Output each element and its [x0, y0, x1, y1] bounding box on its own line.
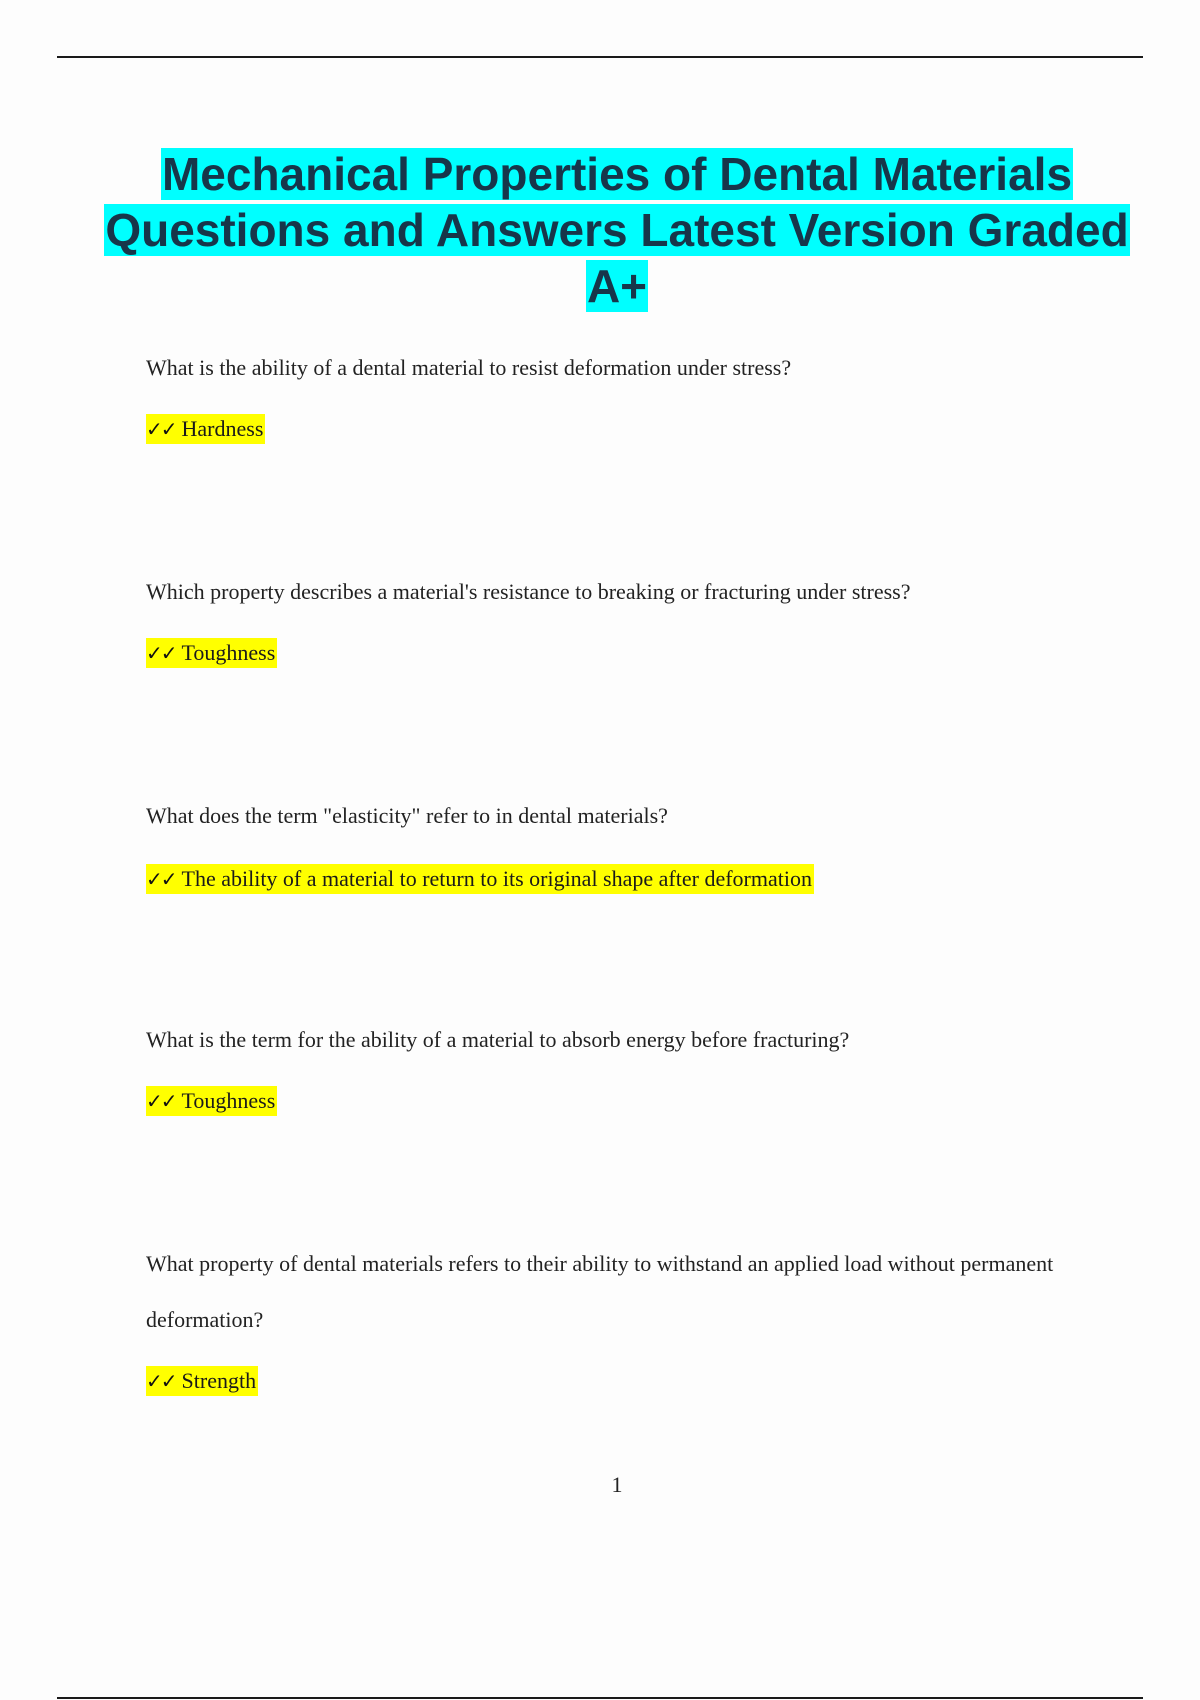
double-check-icon: ✓✓ — [146, 1369, 176, 1393]
document-title-text: Mechanical Properties of Dental Materials Questions and Answers Latest Version Graded A+ — [105, 148, 1129, 312]
qa-item-3 — [146, 788, 1066, 894]
answer-text: Toughness — [181, 640, 276, 665]
qa-item-2 — [146, 564, 1066, 668]
answer-highlight — [146, 414, 265, 444]
question-text: Which property describes a material's resistance to breaking or fracturing under stress? — [146, 579, 911, 604]
double-check-icon: ✓✓ — [146, 417, 176, 441]
answer-text: The ability of a material to return to its original shape after deformation — [181, 866, 812, 891]
answer-highlight — [146, 1366, 258, 1396]
page-number: 1 — [611, 1472, 623, 1497]
answer-text: Strength — [181, 1368, 257, 1393]
double-check-icon: ✓✓ — [146, 867, 176, 891]
answer-text: Toughness — [181, 1088, 276, 1113]
qa-item-4 — [146, 1012, 1066, 1116]
double-check-icon: ✓✓ — [146, 641, 176, 665]
question-text: What does the term "elasticity" refer to in dental materials? — [146, 803, 668, 828]
document-title — [100, 146, 1134, 314]
bottom-rule — [57, 1697, 1143, 1699]
answer-highlight — [146, 864, 814, 894]
question-text: What is the ability of a dental material to resist deformation under stress? — [146, 355, 792, 380]
top-rule — [57, 56, 1143, 58]
double-check-icon: ✓✓ — [146, 1089, 176, 1113]
qa-item-5 — [146, 1236, 1066, 1396]
answer-highlight — [146, 638, 277, 668]
question-text: What is the term for the ability of a material to absorb energy before fracturing? — [146, 1027, 850, 1052]
answer-text: Hardness — [181, 416, 264, 441]
question-text: What property of dental materials refers to their ability to withstand an applied load without permanent deformation? — [146, 1251, 1054, 1332]
qa-item-1 — [146, 340, 1066, 444]
answer-highlight — [146, 1086, 277, 1116]
